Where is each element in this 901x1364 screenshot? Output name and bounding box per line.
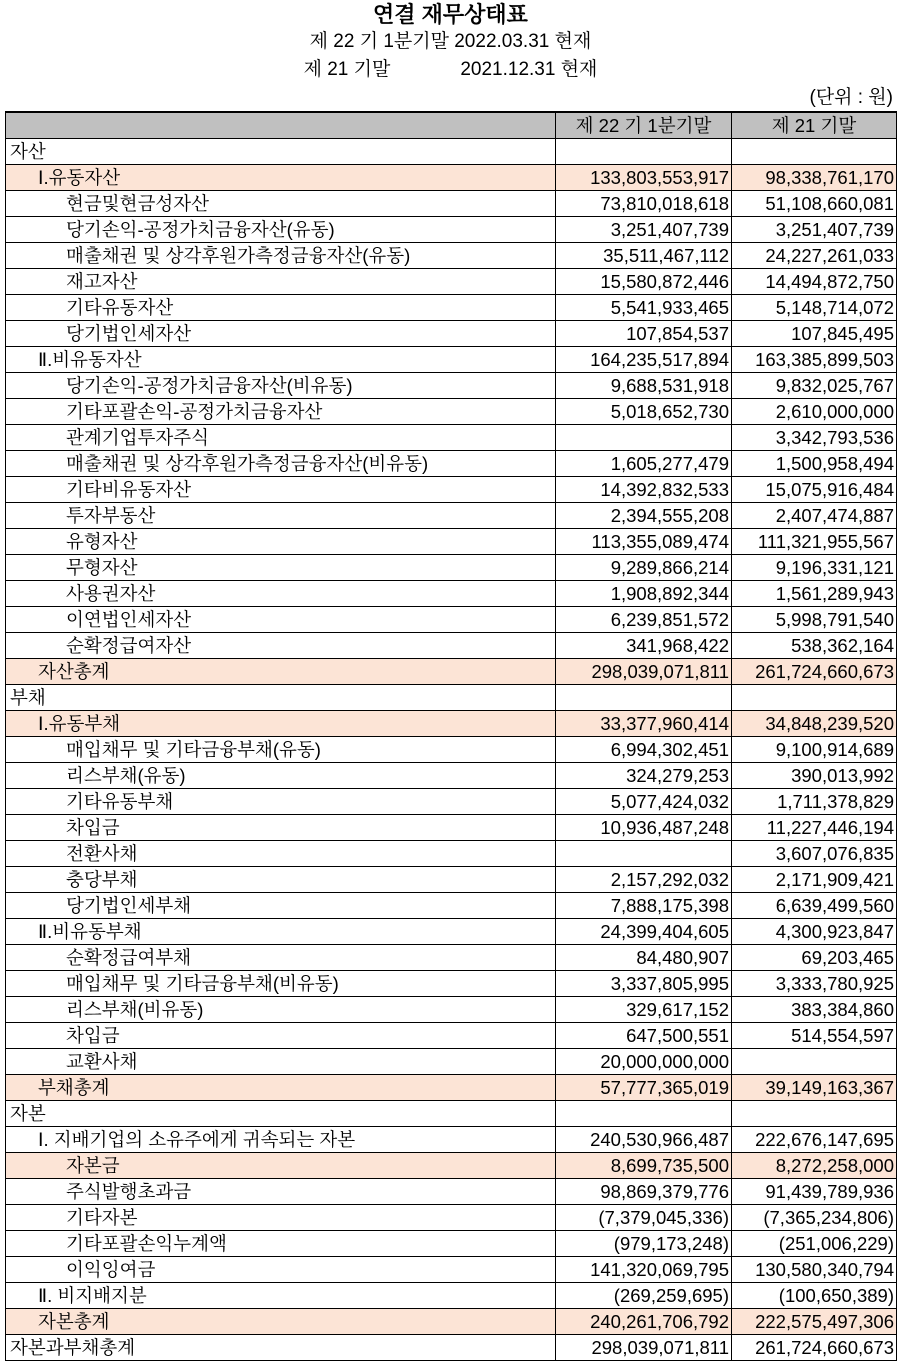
table-row [6, 321, 897, 347]
account-label: 차입금 [6, 815, 556, 841]
account-label: 당기법인세부채 [6, 893, 556, 919]
account-label: 관계기업투자주식 [6, 425, 556, 451]
prior-period-value: (251,006,229) [732, 1231, 897, 1257]
current-period-value: 298,039,071,811 [556, 1335, 732, 1361]
table-row [6, 1205, 897, 1231]
account-label: Ⅱ. 비지배지분 [6, 1283, 556, 1309]
table-body [6, 139, 897, 1361]
current-period-value: 5,018,652,730 [556, 399, 732, 425]
prior-period-value: 1,711,378,829 [732, 789, 897, 815]
prior-period-value: 51,108,660,081 [732, 191, 897, 217]
account-label: 리스부채(비유동) [6, 997, 556, 1023]
current-period-value [556, 139, 732, 165]
account-label: 충당부채 [6, 867, 556, 893]
account-label: 사용권자산 [6, 581, 556, 607]
table-row [6, 243, 897, 269]
current-period-value: 133,803,553,917 [556, 165, 732, 191]
account-label: 자산총계 [6, 659, 556, 685]
account-label: 순확정급여자산 [6, 633, 556, 659]
current-period-value [556, 685, 732, 711]
prior-period-value [732, 685, 897, 711]
account-label: 현금및현금성자산 [6, 191, 556, 217]
table-row [6, 1335, 897, 1361]
account-label: 재고자산 [6, 269, 556, 295]
table-row [6, 867, 897, 893]
balance-sheet-table [5, 111, 897, 1361]
prior-period-value: 2,171,909,421 [732, 867, 897, 893]
prior-period-value [732, 139, 897, 165]
table-row [6, 347, 897, 373]
account-label: 매출채권 및 상각후원가측정금융자산(유동) [6, 243, 556, 269]
prior-period-value: 91,439,789,936 [732, 1179, 897, 1205]
current-period-value: 141,320,069,795 [556, 1257, 732, 1283]
current-period-value: 341,968,422 [556, 633, 732, 659]
account-label: 기타포괄손익-공정가치금융자산 [6, 399, 556, 425]
prior-period-value: 3,607,076,835 [732, 841, 897, 867]
account-label: 당기법인세자산 [6, 321, 556, 347]
account-label: 자본과부채총계 [6, 1335, 556, 1361]
table-row [6, 633, 897, 659]
prior-period-value: 261,724,660,673 [732, 1335, 897, 1361]
prior-period-value: 15,075,916,484 [732, 477, 897, 503]
account-label: 매출채권 및 상각후원가측정금융자산(비유동) [6, 451, 556, 477]
prior-period-value [732, 1101, 897, 1127]
account-label: 기타비유동자산 [6, 477, 556, 503]
account-label: 매입채무 및 기타금융부채(유동) [6, 737, 556, 763]
account-label: 당기손익-공정가치금융자산(유동) [6, 217, 556, 243]
current-period-value [556, 1101, 732, 1127]
prior-period-value: 1,500,958,494 [732, 451, 897, 477]
prior-period-value: 3,342,793,536 [732, 425, 897, 451]
table-row [6, 1153, 897, 1179]
account-label: Ⅰ.유동부채 [6, 711, 556, 737]
prior-period-value: 98,338,761,170 [732, 165, 897, 191]
prior-period-date: 2021.12.31 현재 [460, 59, 598, 80]
current-period-value: 107,854,537 [556, 321, 732, 347]
current-period-value: 8,699,735,500 [556, 1153, 732, 1179]
prior-period-value: 11,227,446,194 [732, 815, 897, 841]
table-row [6, 1231, 897, 1257]
table-row [6, 425, 897, 451]
account-label: 자본총계 [6, 1309, 556, 1335]
current-period-value: 3,251,407,739 [556, 217, 732, 243]
account-label: 이익잉여금 [6, 1257, 556, 1283]
prior-period-value: 5,998,791,540 [732, 607, 897, 633]
account-label: 무형자산 [6, 555, 556, 581]
current-period-value: 33,377,960,414 [556, 711, 732, 737]
document-title: 연결 재무상태표 [373, 2, 528, 27]
account-label: 주식발행초과금 [6, 1179, 556, 1205]
account-label: 투자부동산 [6, 503, 556, 529]
table-row [6, 477, 897, 503]
table-row [6, 1257, 897, 1283]
current-period-value: 20,000,000,000 [556, 1049, 732, 1075]
table-row [6, 815, 897, 841]
prior-period-value: 9,196,331,121 [732, 555, 897, 581]
account-label: 순확정급여부채 [6, 945, 556, 971]
current-period-value: 73,810,018,618 [556, 191, 732, 217]
current-period-value: 24,399,404,605 [556, 919, 732, 945]
current-period-value: 1,908,892,344 [556, 581, 732, 607]
table-row [6, 295, 897, 321]
prior-period-value: 107,845,495 [732, 321, 897, 347]
current-period-value: 9,289,866,214 [556, 555, 732, 581]
current-period-value [556, 841, 732, 867]
current-period-value: 10,936,487,248 [556, 815, 732, 841]
table-row [6, 1101, 897, 1127]
current-period-value: (7,379,045,336) [556, 1205, 732, 1231]
current-period-subtitle: 제 22 기 1분기말 2022.03.31 현재 [309, 31, 592, 52]
current-period-value: (269,259,695) [556, 1283, 732, 1309]
prior-period-value: 3,251,407,739 [732, 217, 897, 243]
table-row [6, 373, 897, 399]
prior-period-value: 130,580,340,794 [732, 1257, 897, 1283]
current-period-value: 5,541,933,465 [556, 295, 732, 321]
prior-period-value: 111,321,955,567 [732, 529, 897, 555]
current-period-value: 647,500,551 [556, 1023, 732, 1049]
table-row [6, 711, 897, 737]
table-row [6, 997, 897, 1023]
prior-period-value: 261,724,660,673 [732, 659, 897, 685]
prior-period-value: 383,384,860 [732, 997, 897, 1023]
table-row [6, 763, 897, 789]
current-period-value: 240,261,706,792 [556, 1309, 732, 1335]
current-period-value: 15,580,872,446 [556, 269, 732, 295]
current-period-value: 324,279,253 [556, 763, 732, 789]
current-period-value: 240,530,966,487 [556, 1127, 732, 1153]
current-period-value: 35,511,467,112 [556, 243, 732, 269]
current-period-value: 14,392,832,533 [556, 477, 732, 503]
table-row [6, 1179, 897, 1205]
account-label: 기타자본 [6, 1205, 556, 1231]
prior-period-value: 163,385,899,503 [732, 347, 897, 373]
account-label: Ⅰ. 지배기업의 소유주에게 귀속되는 자본 [6, 1127, 556, 1153]
header-current-period: 제 22 기 1분기말 [556, 112, 732, 139]
table-row [6, 1283, 897, 1309]
header-prior-period: 제 21 기말 [732, 112, 897, 139]
table-row [6, 919, 897, 945]
table-row [6, 1023, 897, 1049]
account-label: 차입금 [6, 1023, 556, 1049]
prior-period-value: 390,013,992 [732, 763, 897, 789]
prior-period-value: (7,365,234,806) [732, 1205, 897, 1231]
prior-period-value: 14,494,872,750 [732, 269, 897, 295]
current-period-value [556, 425, 732, 451]
account-label: 부채총계 [6, 1075, 556, 1101]
prior-period-value: 1,561,289,943 [732, 581, 897, 607]
table-row [6, 893, 897, 919]
table-row [6, 789, 897, 815]
table-row [6, 1127, 897, 1153]
account-label: 자본금 [6, 1153, 556, 1179]
table-row [6, 1309, 897, 1335]
account-label: Ⅱ.비유동자산 [6, 347, 556, 373]
account-label: 유형자산 [6, 529, 556, 555]
prior-period-label: 제 21 기말 [303, 59, 391, 80]
prior-period-value: 2,407,474,887 [732, 503, 897, 529]
account-label: 리스부채(유동) [6, 763, 556, 789]
table-row [6, 165, 897, 191]
current-period-value: 9,688,531,918 [556, 373, 732, 399]
prior-period-value: 9,100,914,689 [732, 737, 897, 763]
current-period-value: 329,617,152 [556, 997, 732, 1023]
prior-period-value: 2,610,000,000 [732, 399, 897, 425]
current-period-value: 298,039,071,811 [556, 659, 732, 685]
prior-period-value: 5,148,714,072 [732, 295, 897, 321]
prior-period-value: (100,650,389) [732, 1283, 897, 1309]
prior-period-value: 538,362,164 [732, 633, 897, 659]
header-account [6, 112, 556, 139]
account-label: Ⅰ.유동자산 [6, 165, 556, 191]
prior-period-subtitle [0, 57, 901, 83]
current-period-value: 2,394,555,208 [556, 503, 732, 529]
table-row [6, 945, 897, 971]
table-row [6, 269, 897, 295]
prior-period-value: 514,554,597 [732, 1023, 897, 1049]
account-label: 기타포괄손익누계액 [6, 1231, 556, 1257]
account-label: 자산 [6, 139, 556, 165]
account-label: 부채 [6, 685, 556, 711]
prior-period-value: 34,848,239,520 [732, 711, 897, 737]
table-row [6, 217, 897, 243]
current-period-value: 98,869,379,776 [556, 1179, 732, 1205]
current-period-value: (979,173,248) [556, 1231, 732, 1257]
table-row [6, 971, 897, 997]
prior-period-value: 6,639,499,560 [732, 893, 897, 919]
prior-period-value [732, 1049, 897, 1075]
prior-period-value: 4,300,923,847 [732, 919, 897, 945]
table-row [6, 1075, 897, 1101]
table-row [6, 191, 897, 217]
table-row [6, 555, 897, 581]
current-period-value: 3,337,805,995 [556, 971, 732, 997]
table-row [6, 529, 897, 555]
prior-period-value: 9,832,025,767 [732, 373, 897, 399]
account-label: 전환사채 [6, 841, 556, 867]
table-row [6, 1049, 897, 1075]
table-row [6, 685, 897, 711]
table-row [6, 659, 897, 685]
current-period-value: 5,077,424,032 [556, 789, 732, 815]
table-row [6, 399, 897, 425]
prior-period-value: 222,575,497,306 [732, 1309, 897, 1335]
account-label: 자본 [6, 1101, 556, 1127]
table-row [6, 607, 897, 633]
current-period-value: 2,157,292,032 [556, 867, 732, 893]
current-period-value: 6,994,302,451 [556, 737, 732, 763]
prior-period-value: 69,203,465 [732, 945, 897, 971]
table-row [6, 503, 897, 529]
current-period-value: 84,480,907 [556, 945, 732, 971]
unit-label: (단위 : 원) [809, 87, 893, 108]
account-label: 당기손익-공정가치금융자산(비유동) [6, 373, 556, 399]
prior-period-value: 24,227,261,033 [732, 243, 897, 269]
current-period-value: 1,605,277,479 [556, 451, 732, 477]
table-row [6, 737, 897, 763]
prior-period-value: 39,149,163,367 [732, 1075, 897, 1101]
account-label: 교환사채 [6, 1049, 556, 1075]
account-label: 기타유동자산 [6, 295, 556, 321]
table-row [6, 581, 897, 607]
account-label: 기타유동부채 [6, 789, 556, 815]
prior-period-value: 8,272,258,000 [732, 1153, 897, 1179]
current-period-value: 6,239,851,572 [556, 607, 732, 633]
table-row [6, 139, 897, 165]
current-period-value: 57,777,365,019 [556, 1075, 732, 1101]
prior-period-value: 3,333,780,925 [732, 971, 897, 997]
table-header-row [6, 112, 897, 139]
table-row [6, 451, 897, 477]
account-label: 이연법인세자산 [6, 607, 556, 633]
account-label: 매입채무 및 기타금융부채(비유동) [6, 971, 556, 997]
current-period-value: 7,888,175,398 [556, 893, 732, 919]
account-label: Ⅱ.비유동부채 [6, 919, 556, 945]
current-period-value: 164,235,517,894 [556, 347, 732, 373]
table-row [6, 841, 897, 867]
prior-period-value: 222,676,147,695 [732, 1127, 897, 1153]
current-period-value: 113,355,089,474 [556, 529, 732, 555]
